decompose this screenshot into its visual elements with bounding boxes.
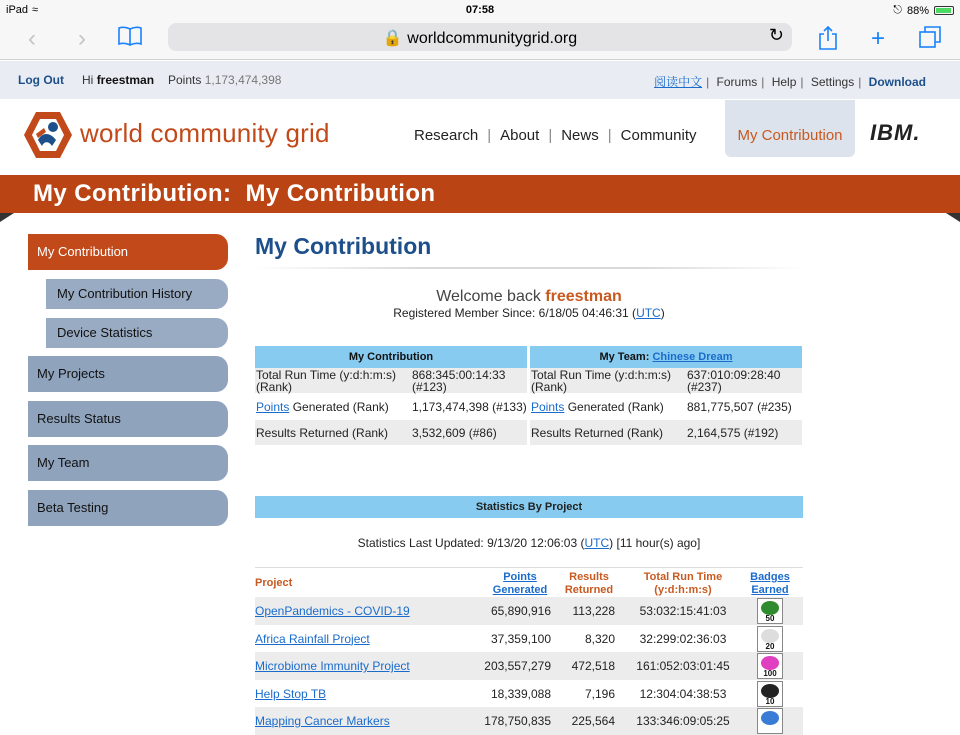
- badge-icon[interactable]: [757, 681, 783, 707]
- project-link[interactable]: Help Stop TB: [255, 686, 327, 701]
- team-points-link[interactable]: Points: [531, 399, 565, 414]
- table-row: [255, 707, 803, 735]
- badge-level: 10: [765, 696, 775, 706]
- points-label: Points: [168, 73, 202, 87]
- team-link[interactable]: Chinese Dream: [652, 351, 733, 363]
- points-cell: 18,339,088: [490, 686, 551, 701]
- col-points[interactable]: [483, 571, 557, 597]
- address-bar[interactable]: [168, 23, 792, 51]
- badge-glyph: [761, 684, 779, 698]
- sidebar-item-device-statistics[interactable]: Device Statistics: [46, 318, 228, 348]
- project-table-header: [255, 567, 803, 597]
- download-link[interactable]: Download: [868, 75, 926, 89]
- col-badges-link[interactable]: Badges Earned: [750, 571, 790, 596]
- results-cell: 7,196: [584, 686, 615, 701]
- tabs-icon[interactable]: [916, 25, 944, 53]
- page-title-band: [0, 175, 960, 213]
- greeting-username: freestman: [96, 73, 155, 87]
- greeting: [82, 73, 154, 87]
- project-link[interactable]: Africa Rainfall Project: [255, 631, 370, 646]
- settings-link[interactable]: Settings: [810, 75, 855, 89]
- points-summary: [168, 73, 281, 87]
- nav-about[interactable]: About: [500, 127, 540, 144]
- badge-glyph: [761, 711, 779, 725]
- content-heading: My Contribution: [255, 233, 432, 259]
- badge-level: 50: [765, 614, 775, 623]
- points-value: 1,173,474,398: [204, 73, 282, 87]
- team-runtime-value: 637:010:09:28:40 (#237): [687, 367, 781, 394]
- project-rows: [255, 597, 803, 735]
- main-nav: Research | About | News | Community: [414, 127, 697, 144]
- help-link[interactable]: Help: [771, 75, 797, 89]
- table-row: [530, 420, 802, 446]
- results-cell: 472,518: [571, 659, 615, 673]
- badge-glyph: [761, 601, 779, 615]
- logo-text[interactable]: world community grid: [80, 118, 330, 148]
- points-cell: 65,890,916: [490, 604, 551, 618]
- greeting-hi: Hi: [82, 73, 94, 87]
- col-results: Results Returned: [564, 571, 614, 596]
- sidebar-item-contribution-history[interactable]: My Contribution History: [46, 279, 228, 309]
- browser-toolbar: [0, 20, 960, 60]
- sidebar-item-my-contribution[interactable]: My Contribution: [28, 234, 228, 270]
- bluetooth-icon: ⎋: [893, 4, 902, 16]
- my-team-box: [530, 346, 802, 446]
- badge-glyph: [761, 629, 779, 643]
- welcome-username: freestman: [545, 288, 622, 305]
- runtime-cell: 53:032:15:41:03: [639, 604, 727, 618]
- since-text: Registered Member Since: 6/18/05 04:46:31 (: [393, 306, 637, 320]
- url-text: 🔒 worldcommunitygrid.org: [382, 30, 578, 47]
- nav-research[interactable]: Research: [414, 127, 479, 144]
- team-title-prefix: My Team:: [599, 351, 653, 363]
- results-cell: 113,228: [572, 604, 615, 618]
- table-row: [255, 652, 803, 680]
- badge-glyph: [761, 656, 779, 670]
- runtime-cell: 161:052:03:01:45: [636, 659, 730, 673]
- team-results-label: Results Returned (Rank): [531, 425, 664, 440]
- project-link[interactable]: Microbiome Immunity Project: [255, 659, 410, 673]
- points-cell: 178,750,835: [484, 714, 551, 728]
- site-account-bar: [0, 61, 960, 99]
- back-icon[interactable]: ‹: [28, 25, 36, 52]
- table-row: [255, 597, 803, 625]
- my-contribution-box-title: My Contribution: [255, 346, 527, 368]
- project-link[interactable]: Mapping Cancer Markers: [255, 714, 390, 728]
- runtime-cell: 32:299:02:36:03: [639, 631, 727, 646]
- points-cell: 37,359,100: [490, 631, 551, 646]
- col-runtime: Total Run Time (y:d:h:m:s): [643, 571, 723, 596]
- since-utc-link[interactable]: UTC: [636, 306, 661, 320]
- sidebar-item-beta-testing[interactable]: Beta Testing: [28, 490, 228, 526]
- results-cell: 225,564: [571, 714, 615, 728]
- since-suffix: ): [660, 306, 665, 320]
- my-contribution-box: [255, 346, 527, 446]
- badge-icon[interactable]: [757, 708, 783, 734]
- table-row: [255, 394, 527, 420]
- col-badges[interactable]: [745, 571, 795, 597]
- badge-level: 20: [765, 641, 775, 651]
- team-points-label-rest: Generated (Rank): [564, 399, 664, 414]
- team-results-value: 2,164,575 (#192): [687, 425, 779, 440]
- table-row: [255, 680, 803, 708]
- new-tab-icon[interactable]: +: [870, 25, 885, 52]
- band-fold-left: [0, 213, 14, 222]
- battery-icon: [934, 6, 954, 15]
- my-runtime-label: Total Run Time (y:d:h:m:s) (Rank): [256, 367, 397, 394]
- my-points-label-rest: Generated (Rank): [289, 399, 389, 414]
- reload-icon[interactable]: ↻: [768, 25, 784, 45]
- my-team-box-title: [530, 346, 802, 368]
- my-runtime-value: 868:345:00:14:33 (#123): [412, 367, 506, 394]
- device-name: iPad: [6, 4, 29, 16]
- nav-my-contribution[interactable]: My Contribution: [725, 100, 855, 157]
- chinese-link[interactable]: 阅读中文: [654, 75, 703, 89]
- ibm-logo[interactable]: IBM.: [870, 120, 921, 145]
- table-row: [255, 368, 527, 394]
- page-title: My Contribution: My Contribution: [33, 180, 436, 207]
- my-points-label: [255, 401, 412, 413]
- welcome-message: [255, 288, 803, 306]
- forward-icon[interactable]: ›: [78, 25, 86, 52]
- wifi-icon: ≈: [32, 4, 39, 16]
- table-row: [530, 394, 802, 420]
- col-points-link[interactable]: Points Generated: [492, 571, 548, 596]
- status-time: 07:58: [465, 4, 495, 16]
- table-row: [255, 420, 527, 446]
- updated-suffix: ) [11 hour(s) ago]: [609, 536, 701, 550]
- results-cell: 8,320: [584, 631, 615, 646]
- status-right: [893, 4, 954, 17]
- bookmarks-icon[interactable]: [116, 25, 144, 53]
- team-points-value: 881,775,507 (#235): [687, 399, 792, 414]
- badge-level: 100: [763, 669, 777, 678]
- heading-rule: [255, 267, 803, 269]
- sidebar-item-results-status[interactable]: Results Status: [28, 401, 228, 437]
- badge-icon[interactable]: [757, 626, 783, 652]
- my-results-label: Results Returned (Rank): [256, 425, 389, 440]
- project-link[interactable]: OpenPandemics - COVID-19: [255, 604, 410, 618]
- battery-percent: 88%: [906, 4, 929, 17]
- project-stats-table: [255, 567, 803, 735]
- col-project: Project: [255, 577, 293, 589]
- badge-icon[interactable]: [757, 598, 783, 624]
- sidebar-item-my-projects[interactable]: My Projects: [28, 356, 228, 392]
- site-header: [14, 100, 940, 172]
- runtime-cell: 12:304:04:38:53: [639, 686, 727, 701]
- sidebar-item-my-team[interactable]: My Team: [28, 445, 228, 481]
- points-cell: 203,557,279: [484, 659, 551, 673]
- team-points-label: [530, 401, 687, 413]
- band-fold-right: [946, 213, 960, 222]
- badge-icon[interactable]: [757, 653, 783, 679]
- my-results-value: 3,532,609 (#86): [412, 425, 497, 440]
- runtime-cell: 133:346:09:05:25: [636, 714, 730, 728]
- status-bar: [0, 0, 960, 20]
- utility-links: 阅读中文 | Forums | Help | Settings | Download: [654, 75, 926, 89]
- table-row: [530, 368, 802, 394]
- nav-community[interactable]: Community: [620, 127, 697, 144]
- forums-link[interactable]: Forums: [716, 75, 758, 89]
- nav-news[interactable]: News: [561, 127, 599, 144]
- welcome-prefix: Welcome back: [436, 288, 541, 305]
- stats-updated: [255, 536, 803, 550]
- stats-by-project-header: Statistics By Project: [255, 496, 803, 518]
- points-link[interactable]: Points: [256, 399, 290, 414]
- updated-utc-link[interactable]: UTC: [584, 536, 610, 550]
- my-points-value: 1,173,474,398 (#133): [412, 399, 527, 414]
- updated-text: Statistics Last Updated: 9/13/20 12:06:03 (: [357, 536, 585, 550]
- wcg-logo-icon[interactable]: [22, 110, 74, 160]
- member-since: [255, 306, 803, 320]
- table-row: [255, 625, 803, 653]
- team-runtime-label: Total Run Time (y:d:h:m:s) (Rank): [531, 367, 672, 394]
- logout-link[interactable]: Log Out: [18, 73, 64, 87]
- share-icon[interactable]: [814, 25, 842, 53]
